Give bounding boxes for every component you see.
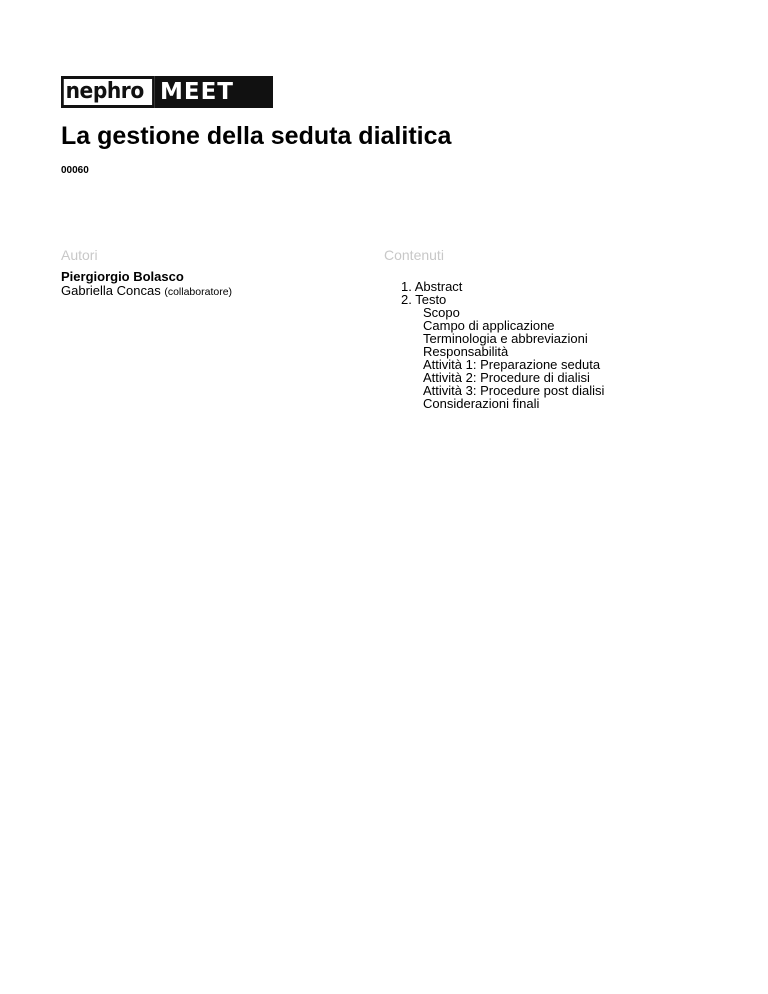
author-primary: Piergiorgio Bolasco	[61, 269, 184, 284]
table-of-contents	[401, 280, 604, 410]
authors-heading: Autori	[61, 247, 98, 263]
contents-heading: Contenuti	[384, 247, 444, 263]
toc-item-abstract: 1. Abstract	[401, 279, 463, 294]
toc-item-testo: 2. Testo	[401, 292, 447, 307]
author-secondary-name: Gabriella Concas	[61, 283, 161, 298]
author-secondary-role: (collaboratore)	[164, 286, 233, 298]
author-secondary	[61, 284, 232, 299]
toc-item-terminologia: Terminologia e abbreviazioni	[423, 331, 588, 346]
nephromeet-logo	[61, 76, 273, 108]
toc-item-attivita-3: Attività 3: Procedure post dialisi	[423, 383, 605, 398]
document-title: La gestione della seduta dialitica	[61, 122, 452, 150]
toc-item-responsabilita: Responsabilità	[423, 344, 509, 359]
logo-text-nephro: nephro	[61, 76, 155, 108]
toc-item-campo-di-applicazione: Campo di applicazione	[423, 318, 555, 333]
document-code: 00060	[61, 165, 89, 176]
toc-item-attivita-2: Attività 2: Procedure di dialisi	[423, 370, 590, 385]
toc-item-scopo: Scopo	[423, 305, 460, 320]
toc-item-considerazioni-finali: Considerazioni finali	[423, 396, 540, 411]
logo-text-meet: MEET	[155, 76, 273, 108]
authors-list	[61, 270, 232, 299]
toc-item-attivita-1: Attività 1: Preparazione seduta	[423, 357, 601, 372]
